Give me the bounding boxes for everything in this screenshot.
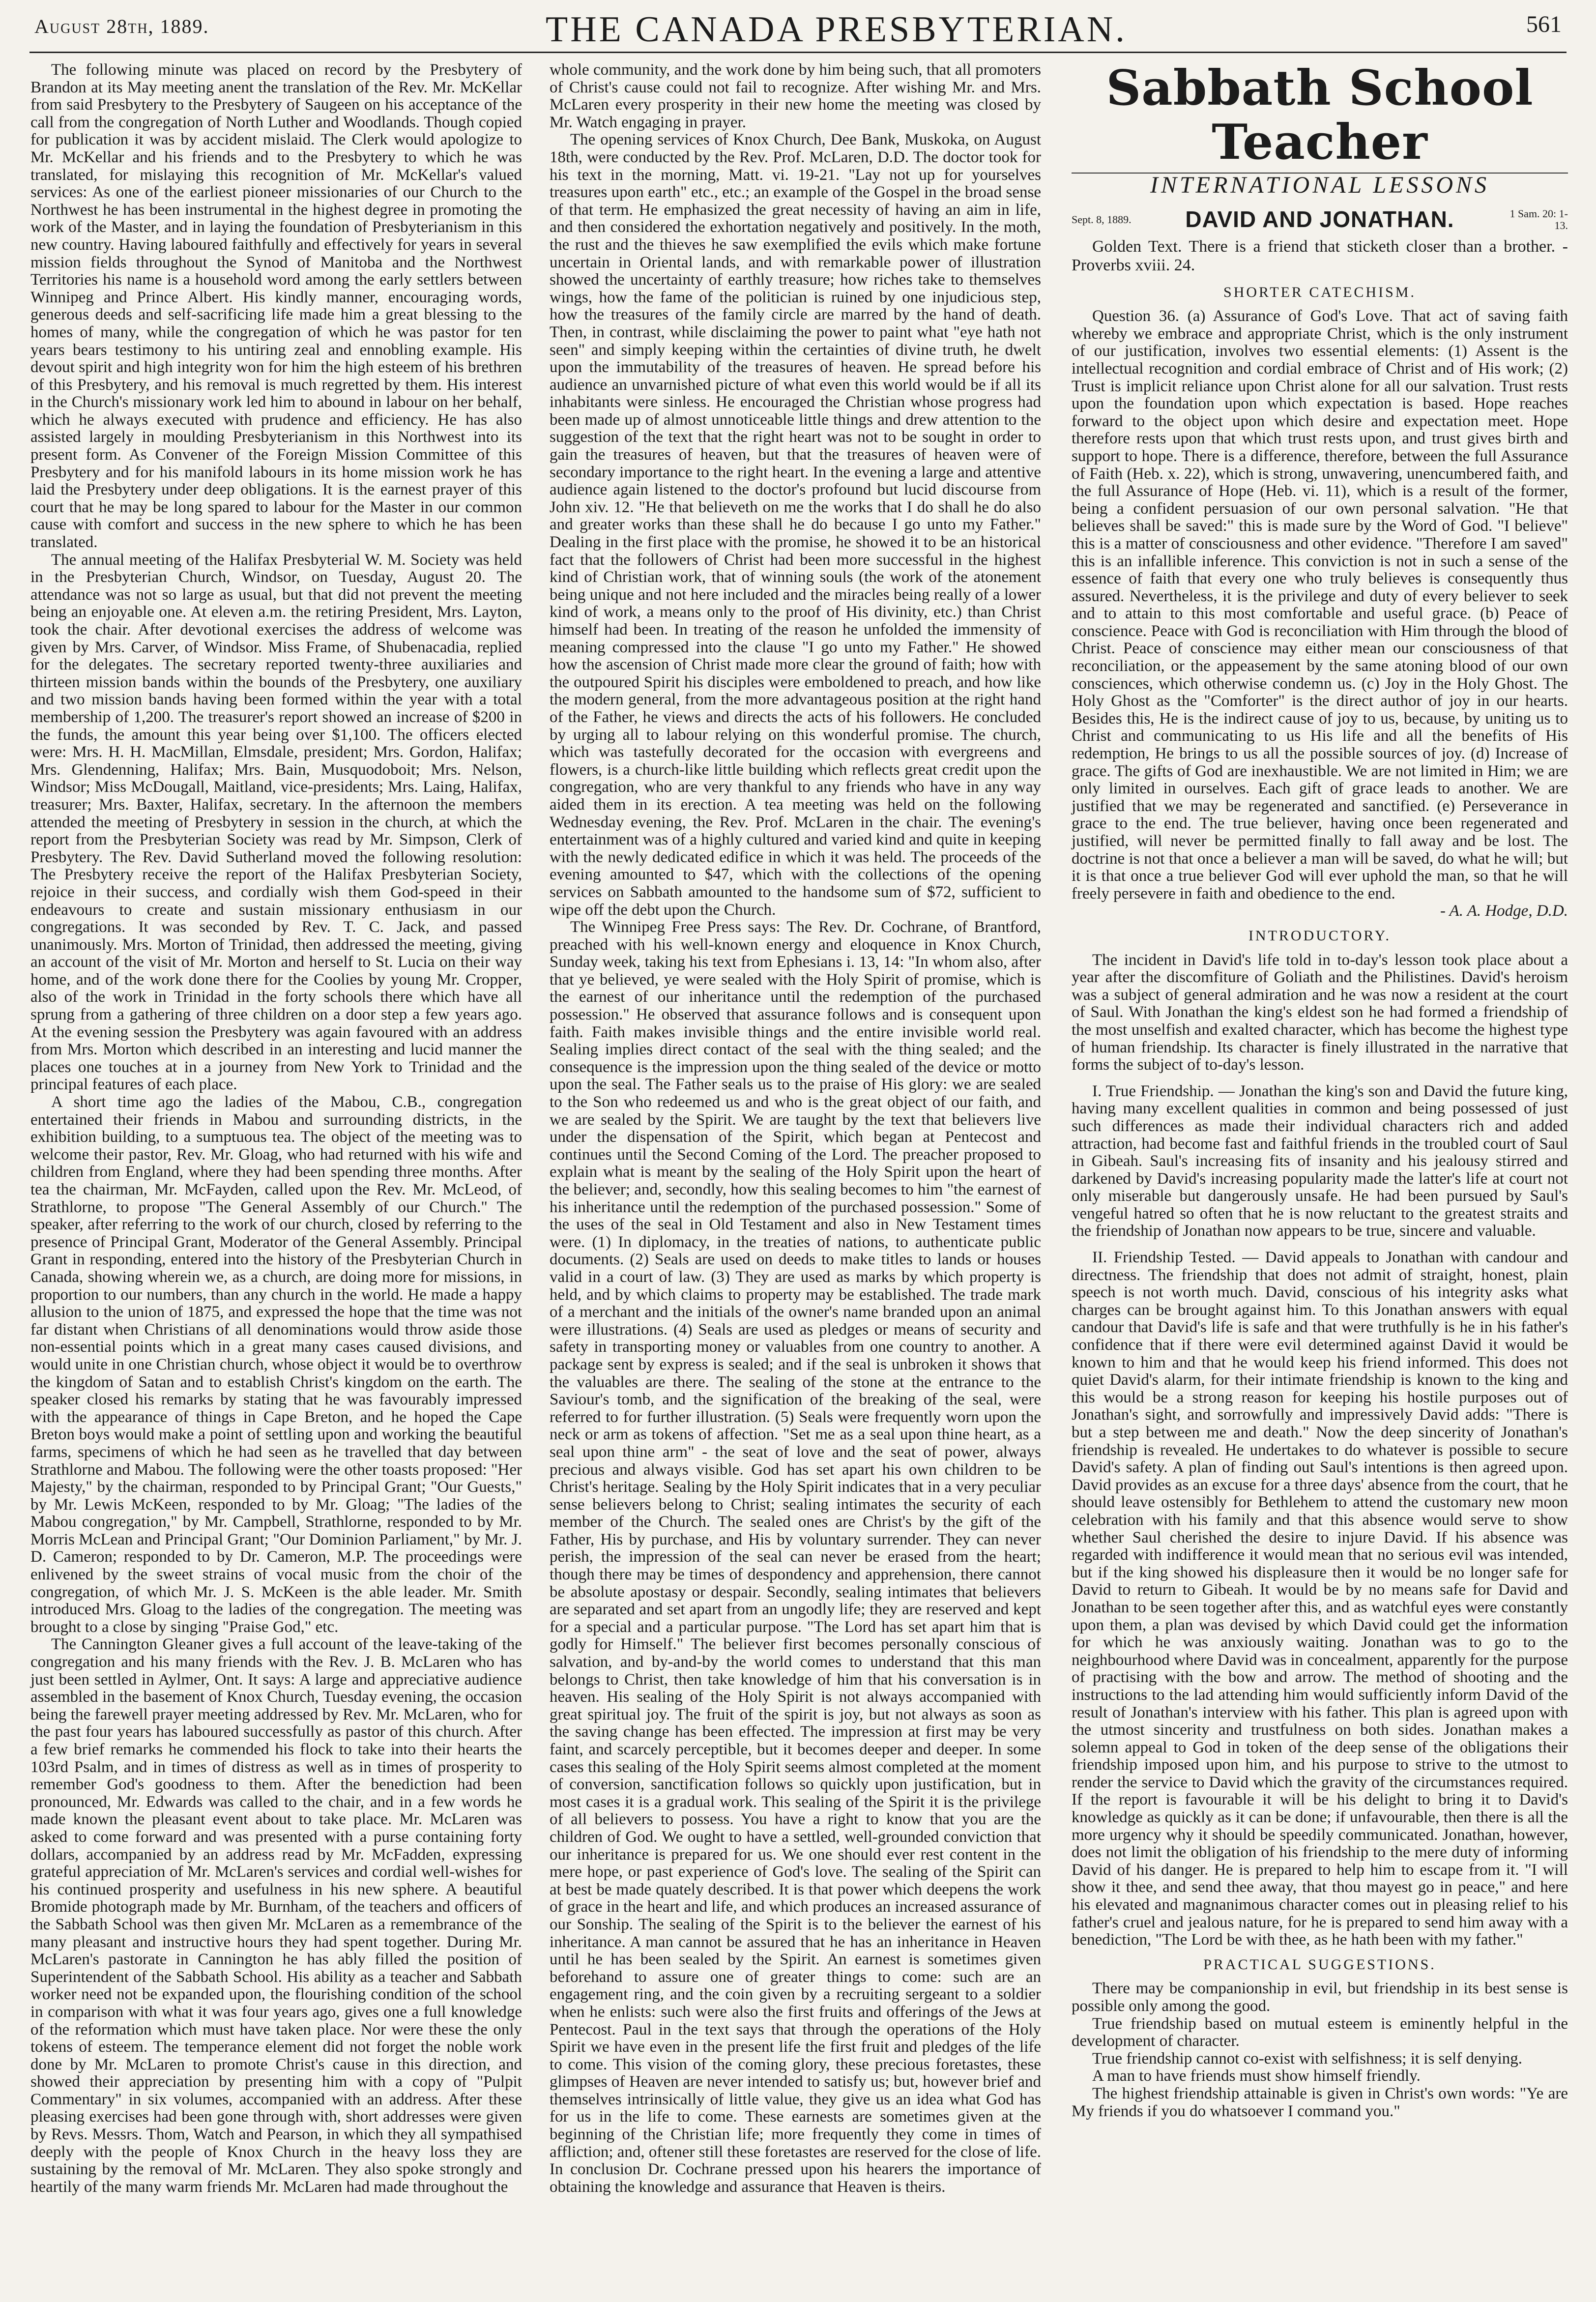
column-1 [30, 61, 522, 2196]
section-body: David appeals to Jonathan with candour and directness. The friendship that does not admit of straight, honest, plain speech is not worth much. David, conscious of his integrity asks what charges can be brought against him. To this Jonathan answers with equal candour that David's life is safe and that were truthfully is he in his father's confidence that if there were evil determined against David it would be known to him and that he would keep his friend informed. This does not quiet David's alarm, for their intimate friendship is known to the king and this would be a strong reason for keeping his hostile purposes out of Jonathan's sight, and sorrowfully and impressively David adds: "There is but a step between me and death." Now the deep sincerity of Jonathan's friendship is revealed. He undertakes to do whatever is possible to secure David's safety. A plan of finding out Saul's intentions is then agreed upon. David provides as an excuse for a three days' absence from the court, that he should leave ostensibly for Bethlehem to attend the customary new moon celebration with his family and that this absence would serve to show whether Saul cherished the desire to injure David. If his absence was regarded with indifference it would mean that no serious evil was intended, but if the king showed his displeasure then it would be no longer safe for David to return to Gibeah. It would be by no means safe for David and Jonathan to be seen together after this, and as watchful eyes were constantly upon them, a plan was devised by which David could get the information for which he was anxiously waiting. Jonathan was to go to the neighbourhood where David was in concealment, apparently for the purpose of practising with the bow and arrow. The method of shooting and the instructions to the lad attending him would sufficiently inform David of the result of Jonathan's interview with his father. This plan is agreed upon with the utmost sincerity and trustfulness on both sides. Jonathan makes a solemn appeal to God in token of the deep sense of the obligations their friendship imposed upon him, and his purpose to strive to the utmost to render the service to David which the gravity of the circumstances required. If the report is favourable it will be his delight to bring it to David's knowledge as quickly as it can be done; if unfavourable, then there is all the more urgency why it should be speedily communicated. Jonathan, however, does not limit the obligation of his friendship to the mere duty of informing David of his danger. He is prepared to help him to escape from it. "I will show it thee, and send thee away, that thou mayest go in peace," and here his elevated and magnanimous character comes out in pleasing relief to his father's cruel and jealous nature, for he is prepared to send him away with a benediction, "The Lord be with thee, as he hath been with my father." [1072, 1249, 1568, 1949]
article-cannington-continued: whole community, and the work done by him being such, that all promoters of Christ's cause could not fail to recognize. After wishing Mr. and Mrs. McLaren every prosperity in their new home the meeting was closed by Mr. Watch engaging in prayer. [550, 61, 1041, 131]
article-cochrane-sermon: The Winnipeg Free Press says: The Rev. Dr. Cochrane, of Brantford, preached with his well-known energy and eloquence in Knox Church, Sunday week, taking his text from Ephesians i. 13, 14: "In whom also, after that ye believed, ye were sealed with the Holy Spirit of promise, which is the earnest of our inheritance until the redemption of the purchased possession." He observed that assurance follows and is consequent upon faith. Faith makes invisible things and the entire invisible world real. Sealing implies direct contact of the seal with the thing sealed; and the consequence is the impression upon the thing sealed of the device or motto upon the seal. The Father seals us to the praise of His glory: we are sealed to the Son who redeemed us and who is the great object of our faith, and we are sealed by the Spirit. We are taught by the text that believers live under the dispensation of the Spirit, which began at Pentecost and continues until the Second Coming of the Lord. The preacher proposed to explain what is meant by the sealing of the Holy Spirit upon the heart of the believer; and, secondly, how this sealing becomes to him "the earnest of his inheritance until the redemption of the purchased possession." Some of the uses of the seal in Old Testament and also in New Testament times were. (1) In diplomacy, in the treaties of nations, to authenticate public documents. (2) Seals are used on deeds to make titles to lands or houses valid in a court of law. (3) They are used as marks by which property is held, and by which claims to property may be established. The trade mark of a merchant and the initials of the owner's name branded upon an animal were illustrations. (4) Seals are used as pledges or means of security and safety in transporting money or valuables from one country to another. A package sent by express is sealed; and if the seal is unbroken it shows that the valuables are there. The sealing of the stone at the entrance to the Saviour's tomb, and the signification of the breaking of the seal, were referred to for further illustration. (5) Seals were frequently worn upon the neck or arm as tokens of affection. "Set me as a seal upon thine heart, as a seal upon thine arm" - the seat of love and the seat of power, always precious and always visible. God has set apart his own children to be Christ's heritage. Sealing by the Holy Spirit indicates that in a very peculiar sense believers belong to Christ; sealing intimates the security of each member of the Church. The sealed ones are Christ's by the gift of the Father, His by purchase, and His by voluntary surrender. They can never perish, the impression of the seal can never be erased from the heart; though there may be times of despondency and apprehension, there cannot be absolute apostasy or despair. Secondly, sealing intimates that believers are separated and set apart from an ungodly life; they are reserved and kept for a special and a particular purpose. "The Lord has set apart him that is godly for Himself." The believer first becomes personally conscious of salvation, and by-and-by the world comes to understand that this man belongs to Christ, then take knowledge of him that his conversation is in heaven. His sealing of the Holy Spirit is not always accompanied with great spiritual joy. The fruit of the spirit is joy, but not always as soon as the saving change has been effected. The impression at first may be very faint, and scarcely perceptible, but it becomes deeper and deeper. In some cases this sealing of the Holy Spirit seems almost completed at the moment of conversion, sanctification follows so quickly upon justification, but in most cases it is a gradual work. This sealing of the Spirit it is the privilege of all believers to possess. You have a right to know that you are the children of God. We ought to have a settled, well-grounded conviction that our inheritance is prepared for us. We one should ever rest content in the mere hope, or past experience of God's love. The sealing of the Spirit can at best be made quately described. It is that power which deepens the work of grace in the heart and life, and which produces an increased assurance of our Sonship. The sealing of the Spirit is to the believer the earnest of his inheritance. A man cannot be assured that he has an inheritance in Heaven until he has been sealed by the Spirit. An earnest is sometimes given beforehand to assure one of greater things to come: such are an engagement ring, and the coin given by a recruiting sergeant to a soldier when he enlists: such were also the first fruits and offerings of the Jews at Pentecost. Paul in the text says that through the operations of the Holy Spirit we have even in the present life the first fruit and pledges of the life to come. This vision of the coming glory, these precious foretastes, these glimpses of Heaven are never intended to satisfy us; but, however brief and themselves intrinsically of little value, they give us an idea what God has for us in the life to come. These earnests are sometimes given at the beginning of the Christian life; more frequently they come in times of affliction; and, oftener still these foretastes are reserved for the close of life. In conclusion Dr. Cochrane pressed upon his hearers the importance of obtaining the knowledge and assurance that Heaven is theirs. [550, 918, 1041, 2196]
international-lessons-subhead: INTERNATIONAL LESSONS [1072, 173, 1568, 194]
section-title: II. Friendship Tested. [1092, 1249, 1236, 1267]
introductory-heading: INTRODUCTORY. [1248, 927, 1392, 944]
section-friendship-tested: II. Friendship Tested. — David appeals to Jonathan with candour and directness. The friendship that does not admit of straight, honest, plain speech is not worth much. David, conscious of his integrity asks what charges can be brought against him. To this Jonathan answers with equal candour that David's life is safe and that were truthfully is he in his father's confidence that if there were evil determined against David it would be known to him and that he would keep his friend informed. This does not quiet David's alarm, for their intimate friendship is known to the king and this would be a strong reason for keeping his hostile purposes out of Jonathan's sight, and sorrowfully and impressively David adds: "There is but a step between me and death." Now the deep sincerity of Jonathan's friendship is revealed. He undertakes to do whatever is possible to secure David's safety. A plan of finding out Saul's intentions is then agreed upon. David provides as an excuse for a three days' absence from the court, that he should leave ostensibly for Bethlehem to attend the customary new moon celebration with his family and that this absence would serve to show whether Saul cherished the desire to injure David. If his absence was regarded with indifference it would mean that no serious evil was intended, but if the king showed his displeasure then it would be no longer safe for David to return to Gibeah. It would be by no means safe for David and Jonathan to be seen together after this, and as watchful eyes were constantly upon them, a plan was devised by which David could get the information for which he was anxiously waiting. Jonathan was to go to the neighbourhood where David was in concealment, apparently for the purpose of practising with the bow and arrow. The method of shooting and the instructions to the lad attending him would sufficiently inform David of the result of Jonathan's interview with his father. This plan is agreed upon with the utmost sincerity and trustfulness on both sides. Jonathan makes a solemn appeal to God in token of the deep sense of the obligations their friendship imposed upon him, and his purpose to strive to the utmost to render the service to David which the gravity of the circumstances required. If the report is favourable it will be his delight to bring it to David's knowledge as quickly as it can be done; if unfavourable, then there is all the more urgency why it should be speedily communicated. Jonathan, however, does not limit the obligation of his friendship to the mere duty of informing David of his danger. He is prepared to help him to escape from it. "I will show it thee, and send thee away, that thou mayest go in peace," and here his elevated and magnanimous character comes out in pleasing relief to his father's cruel and jealous nature, for he is prepared to send him away with a benediction, "The Lord be with thee, as he hath been with my father." [1072, 1249, 1568, 1949]
practical-suggestions-heading: PRACTICAL SUGGESTIONS. [1203, 1956, 1436, 1973]
section-body: Jonathan the king's son and David the future king, having many excellent qualities in common and being possessed of just such differences as made their individual characters rich and added attraction, had become fast and faithful friends in the troubled court of Saul in Gibeah. Saul's increasing fits of insanity and his jealousy stirred and darkened by David's increasing popularity made the latter's life at court not only miserable but dangerously unsafe. He had been pursued by Saul's vengeful hatred so often that he is now reluctant to the greatest straits and the friendship of Jonathan now appears to be true, sincere and valuable. [1072, 1082, 1568, 1240]
suggestion-3: True friendship cannot co-exist with selfishness; it is self denying. [1092, 2049, 1522, 2068]
golden-text: Golden Text. There is a friend that sticketh closer than a brother. - Proverbs xviii. 24. [1072, 237, 1568, 274]
newspaper-title: THE CANADA PRESBYTERIAN. [546, 9, 1127, 50]
page-number: 561 [1526, 11, 1562, 37]
suggestion-4: A man to have friends must show himself friendly. [1092, 2067, 1421, 2085]
lesson-date: Sept. 8, 1889. [1072, 213, 1132, 226]
suggestion-5: The highest friendship attainable is given in Christ's own words: "Ye are My friends if you do whatsoever I command you." [1072, 2084, 1568, 2120]
lesson-title: DAVID AND JONATHAN. [1185, 206, 1454, 232]
catechism-author: - A. A. Hodge, D.D. [1440, 902, 1568, 920]
lesson-reference: 1 Sam. 20: 1-13. [1509, 207, 1568, 232]
sabbath-school-masthead: Sabbath School Teacher [1106, 60, 1534, 171]
section-title: I. True Friendship. [1092, 1082, 1214, 1100]
column-2 [550, 61, 1041, 2196]
suggestion-1: There may be companionship in evil, but friendship in its best sense is possible only among the good. [1072, 1980, 1568, 2015]
article-mabou-tea: A short time ago the ladies of the Mabou, C.B., congregation entertained their friends in Mabou and surrounding districts, in the exhibition building, to a sumptuous tea. The object of the meeting was to welcome their pastor, Rev. Mr. Gloag, who had returned with his wife and children from England, where they had been spending three months. After tea the chairman, Mr. McFayden, called upon the Rev. Mr. McLeod, of Strathlorne, to propose "The General Assembly of our Church." The speaker, after referring to the work of our church, closed by referring to the presence of Principal Grant, Moderator of the General Assembly. Principal Grant in responding, entered into the history of the Presbyterian Church in Canada, showing wherein we, as a church, are doing more for missions, in proportion to our numbers, than any church in the world. He made a happy allusion to the union of 1875, and expressed the hope that the time was not far distant when Christians of all denominations would throw aside those non-essential points which in a great many cases caused divisions, and would unite in one Christian church, whose object it would be to overthrow the kingdom of Satan and to establish Christ's kingdom on the earth. The speaker closed his remarks by stating that he was favourably impressed with the appearance of things in Cape Breton, and he hoped the Cape Breton boys would make a point of settling upon and working the beautiful farms, specimens of which he had seen as he travelled that day between Strathlorne and Mabou. The following were the other toasts proposed: "Her Majesty," by the chairman, responded to by Principal Grant; "Our Guests," by Mr. Lewis McKeen, responded to by Mr. Gloag; "The ladies of the Mabou congregation," by Mr. Campbell, Strathlorne, responded to by Mr. Morris McLean and Principal Grant; "Our Dominion Parliament," by Mr. J. D. Cameron; responded to by Dr. Cameron, M.P. The proceedings were enlivened by the sweet strains of vocal music from the choir of the congregation, of which Mr. J. S. McKeen is the able leader. Mr. Smith introduced Mrs. Gloag to the ladies of the congregation. The meeting was brought to a close by singing "Praise God," etc. [30, 1093, 522, 1636]
spacer [1072, 1240, 1568, 1249]
column-3 [1072, 61, 1568, 2120]
article-brandon-minute: The following minute was placed on record by the Presbytery of Brandon at its May meeting anent the translation of the Rev. Mr. McKellar from said Presbytery to the Presbytery of Saugeen on his acceptance of the call from the congregation of North Luther and Woodlands. Though copied for publication it was by accident mislaid. The Clerk would apologize to Mr. McKellar and his friends and to the Presbytery to which he was translated, for mislaying this recognition of Mr. McKellar's valued services: As one of the earliest pioneer missionaries of our Church to the Northwest he has been instrumental in the highest degree in promoting the work of the Master, and in laying the foundation of Presbyterianism in this new country. Having laboured faithfully and effectively for years in several mission fields throughout the Synod of Manitoba and the Northwest Territories his name is a household word among the early settlers between Winnipeg and Prince Albert. His kindly manner, encouraging words, generous deeds and self-sacrificing life made him a great blessing to the homes of many, while the congregation of which he was pastor for ten years bears testimony to his untiring zeal and ennobling example. His devout spirit and high integrity won for him the high esteem of his brethren of this Presbytery, and his removal is much regretted by them. His interest in the Church's missionary work led him to abound in labour on her behalf, which he always executed with prudence and efficiency. He has also assisted largely in moulding Presbyterianism in this Northwest into its present form. As Convener of the Foreign Mission Committee of this Presbytery and for his manifold labours in its home mission work he has laid the Presbytery under deep obligations. It is the earnest prayer of this court that he may be long spared to labour for the Master in our common cause with comfort and success in the new sphere to which he has been translated. [30, 61, 522, 552]
catechism-heading: SHORTER CATECHISM. [1223, 284, 1416, 300]
spacer [1072, 1074, 1568, 1083]
introductory-text: The incident in David's life told in to-day's lesson took place about a year after the discomfiture of Goliath and the Philistines. David's heroism was a subject of general admiration and he was now a resident at the court of Saul. With Jonathan the king's eldest son he had formed a friendship of the most unselfish and exalted character, which has become the highest type of human friendship. Its character is finely illustrated in the narrative that forms the subject of to-day's lesson. [1072, 951, 1568, 1074]
catechism-text: Question 36. (a) Assurance of God's Love. That act of saving faith whereby we embrace and appropriate Christ, which is the only instrument of our justification, involves two essential elements: (1) Assent is the intellectual recognition and cordial embrace of Christ and of His work; (2) Trust is implicit reliance upon Christ alone for all our salvation. Trust rests upon the foundation upon which expectation is based. Hope reaches forward to the object upon which desire and expectation meet. Hope therefore rests upon that which trust rests upon, and trust gives birth and support to hope. There is a difference, therefore, between the full Assurance of Faith (Heb. x. 22), which is strong, unwavering, unencumbered faith, and the full Assurance of Hope (Heb. vi. 11), which is a result of the former, being a confident persuasion of our own personal salvation. "He that believes shall be saved:" this is made sure by the Word of God. "I believe" this is a matter of consciousness and other evidence. "Therefore I am saved" this is an infallible inference. This conviction is not in such a sense of the essence of faith that every one who truly believes is consequently thus assured. Nevertheless, it is the privilege and duty of every believer to seek and to attain to this most comfortable and useful grace. (b) Peace of conscience. Peace with God is reconciliation with Him through the blood of Christ. Peace of conscience may either mean our consciousness of that reconciliation, or the appeasement by the same atoning blood of our own consciences, which otherwise condemn us. (c) Joy in the Holy Ghost. The Holy Ghost as the "Comforter" is the direct author of joy in our hearts. Besides this, He is the indirect cause of joy to us, because, by uniting us to Christ and communicating to us His life and all the benefits of His redemption, He brings to us all the possible sources of joy. (d) Increase of grace. The gifts of God are inexhaustible. We are not limited in Him; we are only limited in ourselves. Each gift of grace leads to another. We are justified that we may be regenerated and sanctified. (e) Perseverance in grace to the end. The true believer, having once been regenerated and justified, will never be permitted finally to fall away and be lost. The doctrine is not that once a believer a man will be saved, do what he will; but it is that once a true believer God will ever uphold the man, so that he will freely persevere in faith and obedience to the end. [1072, 307, 1568, 903]
article-dee-bank-opening: The opening services of Knox Church, Dee Bank, Muskoka, on August 18th, were conducted by the Rev. Prof. McLaren, D.D. The doctor took for his text in the morning, Matt. vi. 19-21. "Lay not up for yourselves treasures upon earth" etc., etc.; an example of the Gospel in the broad sense of that term. He emphasized the great necessity of having an aim in life, and then considered the exhortation negatively and positively. In the moth, the rust and the thieves he saw exemplified the evils which make fortune uncertain in Oriental lands, and with remarkable power of illustration showed the uncertainty of earthly treasure; how riches take to themselves wings, how the fame of the politician is ruined by one injudicious step, how the treasures of the family circle are marred by the hand of death. Then, in contrast, while disclaiming the power to paint what "eye hath not seen" and simply keeping within the certainties of divine truth, he dwelt upon the immutability of the treasures of heaven. He spread before his audience an unvarnished picture of what even this world would be if all its inhabitants were sinless. He encouraged the Christian whose progress had been made up of almost unnoticeable little things and drew attention to the suggestion of the text that the right heart was not to be sought in order to gain the treasures of heaven, but that the treasures of heaven were of secondary importance to the right heart. In the evening a large and attentive audience again listened to the doctor's profound but lucid discourse from John xiv. 12. "He that believeth on me the works that I do shall he do also and greater works than these shall he do because I go unto my Father." Dealing in the first place with the promise, he showed it to be an historical fact that the followers of Christ had been more successful in the highest kind of Christian work, that of winning souls (the work of the atonement being unique and not here included and the miracles being really of a lower kind of work, a means only to the proof of His divinity, etc.) than Christ himself had been. In treating of the reason he unfolded the immensity of meaning compressed into the clause "I go unto my Father." He showed how the ascension of Christ made more clear the ground of faith; how with the outpoured Spirit his disciples were emboldened to preach, and how like the modern general, from the more advantageous position at the right hand of the Father, he views and directs the acts of his followers. He concluded by urging all to labour relying on this wonderful promise. The church, which was tastefully decorated for the occasion with evergreens and flowers, is a church-like little building which reflects great credit upon the congregation, who are very thankful to any friends who have in any way aided them in its erection. A tea meeting was held on the following Wednesday evening, the Rev. Prof. McLaren in the chair. The evening's entertainment was of a highly cultured and varied kind and quite in keeping with the newly dedicated edifice in which it was held. The proceeds of the evening amounted to $47, which with the collections of the opening services on Sabbath amounted to the handsome sum of $72, sufficient to wipe off the debt upon the Church. [550, 131, 1041, 919]
issue-date: August 28th, 1889. [34, 15, 209, 37]
suggestion-2: True friendship based on mutual esteem is eminently helpful in the development of character. [1072, 2014, 1568, 2050]
section-true-friendship: I. True Friendship. — Jonathan the king's son and David the future king, having many excellent qualities in common and being possessed of just such differences as made their individual characters rich and added attraction, had become fast and faithful friends in the troubled court of Saul in Gibeah. Saul's increasing fits of insanity and his jealousy stirred and darkened by David's increasing popularity made the latter's life at court not only miserable but dangerously unsafe. He had been pursued by Saul's vengeful hatred so often that he is now reluctant to the greatest straits and the friendship of Jonathan now appears to be true, sincere and valuable. [1072, 1082, 1568, 1240]
article-halifax-wms: The annual meeting of the Halifax Presbyterial W. M. Society was held in the Presbyterian Church, Windsor, on Tuesday, August 20. The attendance was not so large as usual, but that did not prevent the meeting being an enjoyable one. At eleven a.m. the retiring President, Mrs. Layton, took the chair. After devotional exercises the address of welcome was given by Mrs. Carver, of Windsor. Miss Frame, of Shubenacadia, replied for the delegates. The secretary reported twenty-three auxiliaries and thirteen mission bands within the bounds of the Presbytery, one auxiliary and two mission bands having been formed within the year with a total membership of 1,200. The treasurer's report showed an increase of $200 in the funds, the amount this year being over $1,100. The officers elected were: Mrs. H. H. MacMillan, Elmsdale, president; Mrs. Gordon, Halifax; Mrs. Glendenning, Halifax; Mrs. Bain, Musquodoboit; Mrs. Nelson, Windsor; Miss McDougall, Maitland, vice-presidents; Mrs. Laing, Halifax, treasurer; Mrs. Baxter, Halifax, secretary. In the afternoon the members attended the meeting of Presbytery in session in the church, at which the report from the Presbyterian Society was read by Mr. Simpson, Clerk of Presbytery. The Rev. David Sutherland moved the following resolution: The Presbytery receive the report of the Halifax Presbyterian Society, rejoice in their success, and cordially wish them God-speed in their endeavours to create and sustain missionary enthusiasm in our congregations. It was seconded by Rev. T. C. Jack, and passed unanimously. Mrs. Morton of Trinidad, then addressed the meeting, giving an account of the visit of Mr. Morton and herself to St. Lucia on their way home, and of the work done there for the Coolies by young Mr. Cropper, also of the work in Trinidad in the forty schools there which have all sprung from a gathering of three children on a door step a few years ago. At the evening session the Presbytery was again favoured with an address from Mrs. Morton which described in an interesting and lucid manner the places one touches at in a journey from New York to Trinidad and the principal features of each place. [30, 551, 522, 1094]
header-rule [29, 52, 1567, 53]
article-cannington-farewell: The Cannington Gleaner gives a full account of the leave-taking of the congregation and his many friends with the Rev. J. B. McLaren who has just been settled in Aylmer, Ont. It says: A large and appreciative audience assembled in the basement of Knox Church, Tuesday evening, the occasion being the farewell prayer meeting addressed by Rev. Mr. McLaren, who for the past four years has laboured successfully as pastor of this church. After a few brief remarks he commended his flock to take into their hearts the 103rd Psalm, and in times of distress as well as in times of prosperity to remember God's goodness to them. After the benediction had been pronounced, Mr. Edwards was called to the chair, and in a few words he made known the pleasant event about to take place. Mr. McLaren was asked to come forward and was presented with a purse containing forty dollars, accompanied by an address read by Mr. McFadden, expressing grateful appreciation of Mr. McLaren's services and cordial well-wishes for his continued prosperity and usefulness in his new sphere. A beautiful Bromide photograph made by Mr. Burnham, of the teachers and officers of the Sabbath School was then given Mr. McLaren as a remembrance of the many pleasant and instructive hours they had spent together. During Mr. McLaren's pastorate in Cannington he has ably filled the position of Superintendent of the Sabbath School. His ability as a teacher and Sabbath worker need not be expanded upon, the flourishing condition of the school in comparison with what it was four years ago, gives one a full knowledge of the reformation which must have taken place. Nor were these the only tokens of esteem. The temperance element did not forget the noble work done by Mr. McLaren to promote Christ's cause in this direction, and showed their appreciation by presenting him with a copy of "Pulpit Commentary" in six volumes, accompanied with an address. After these pleasing exercises had been gone through with, short addresses were given by Revs. Messrs. Thom, Watch and Pearson, in which they all sympathised deeply with the people of Knox Church in the heavy loss they are sustaining by the removal of Mr. McLaren. They also spoke strongly and heartily of the many warm friends Mr. McLaren had made throughout the [30, 1635, 522, 2196]
lesson-heading [1072, 208, 1568, 232]
